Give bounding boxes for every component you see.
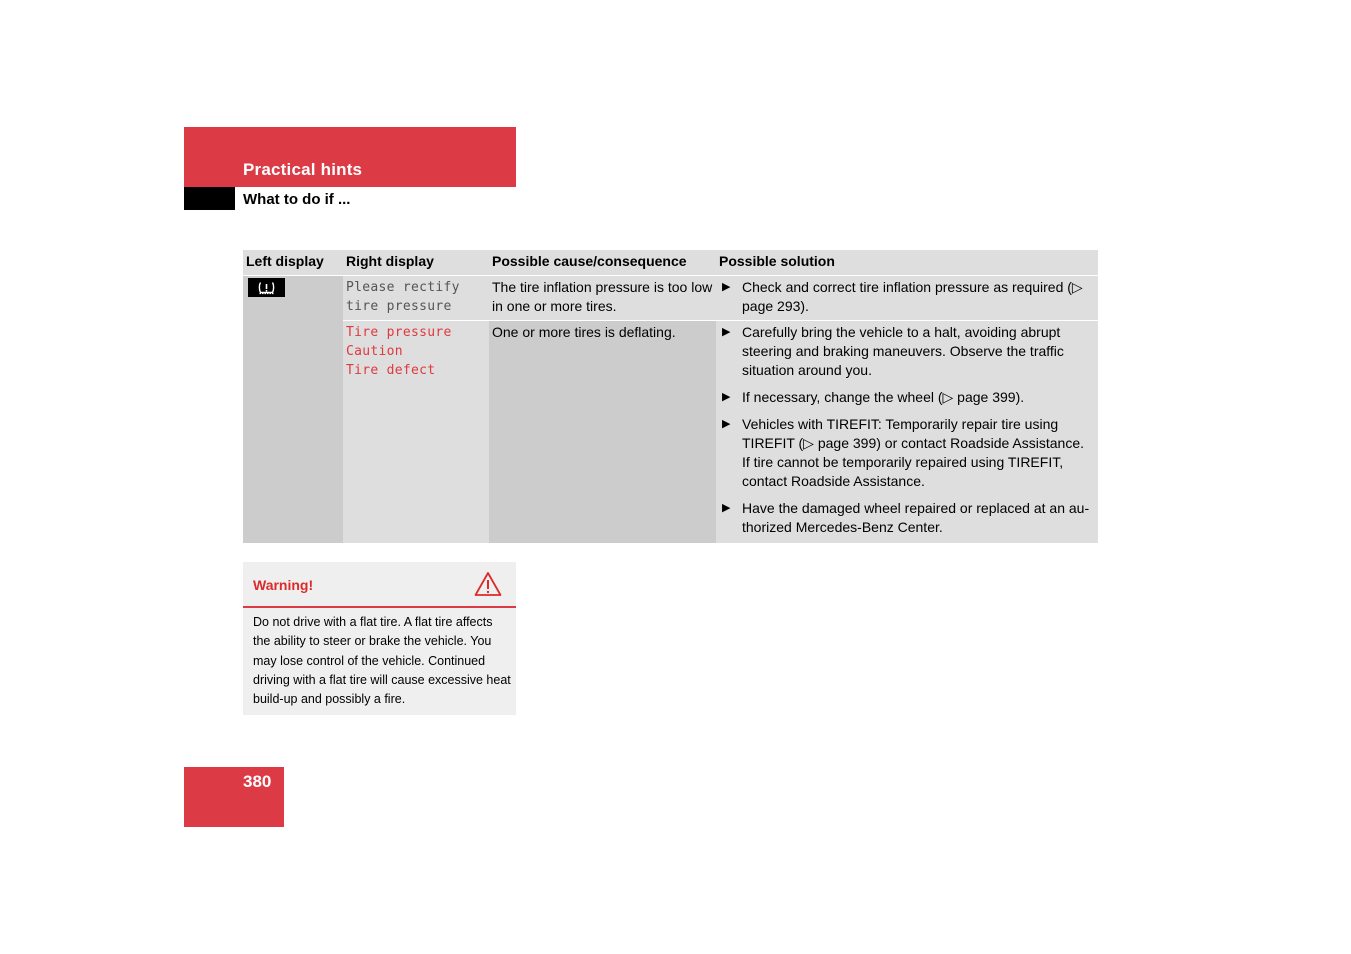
column-header-solution: Possible solution: [716, 250, 1098, 275]
row2-right-display-line3: Tire defect: [346, 363, 436, 378]
solution-item: ▶ Check and correct tire inflation pressure as required (▷ page 293).: [722, 279, 1083, 314]
row2-right-display-line1: Tire pressure: [346, 325, 452, 340]
row1-solution: [716, 276, 1098, 320]
subsection-title: What to do if ...: [243, 191, 351, 208]
subsection-marker: [184, 187, 235, 210]
column-header-right-display: Right display: [343, 250, 489, 275]
warning-header: [243, 562, 516, 608]
column-header-left-display: Left display: [243, 250, 343, 275]
bullet-arrow-icon: ▶: [722, 418, 731, 430]
row1-right-display: [343, 276, 489, 320]
solution-item: ▶ Have the damaged wheel repaired or replaced at an au-thorized Mercedes-Benz Center.: [722, 500, 1090, 535]
column-header-cause: Possible cause/consequence: [489, 250, 716, 275]
page-number: 380: [243, 772, 272, 791]
bullet-arrow-icon: ▶: [722, 281, 731, 293]
bullet-arrow-icon: ▶: [722, 391, 731, 403]
display-messages-table: [243, 250, 1098, 543]
solution-item: ▶ Carefully bring the vehicle to a halt, avoiding abrupt steering and braking maneuvers. Observe the traffic situation around you.: [722, 324, 1064, 378]
section-title: Practical hints: [243, 160, 363, 179]
row2-cause: One or more tires is deflating.: [489, 321, 716, 543]
row2-right-display-line2: Caution: [346, 344, 403, 359]
warning-box: [243, 562, 516, 715]
warning-triangle-icon: [474, 571, 502, 597]
left-display-cell: [243, 276, 343, 543]
row1-right-display-line1: Please rectify: [346, 280, 460, 295]
row1-right-display-line2: tire pressure: [346, 299, 452, 314]
solution-item: ▶ Vehicles with TIREFIT: Temporarily repair tire using TIREFIT (▷ page 399) or contact Roadside Assistance. If tire cannot be temporarily repaired using TIREFIT, contact Roadside Assistance.: [722, 416, 1085, 489]
warning-title: Warning!: [253, 577, 314, 593]
bullet-arrow-icon: ▶: [722, 502, 731, 514]
row2-solution: [716, 321, 1098, 543]
warning-text: Do not drive with a flat tire. A flat tire affects the ability to steer or brake the vehicle. You may lose control of the vehicle. Continued driving with a flat tire will cause excessive heat build-up and possibly a fire.: [253, 615, 511, 707]
tire-pressure-warning-icon: [248, 278, 285, 297]
row1-cause: The tire inflation pressure is too low in one or more tires.: [489, 276, 716, 320]
solution-item: ▶ If necessary, change the wheel (▷ page 399).: [722, 389, 1025, 405]
bullet-arrow-icon: ▶: [722, 326, 731, 338]
row2-right-display: [343, 321, 489, 543]
